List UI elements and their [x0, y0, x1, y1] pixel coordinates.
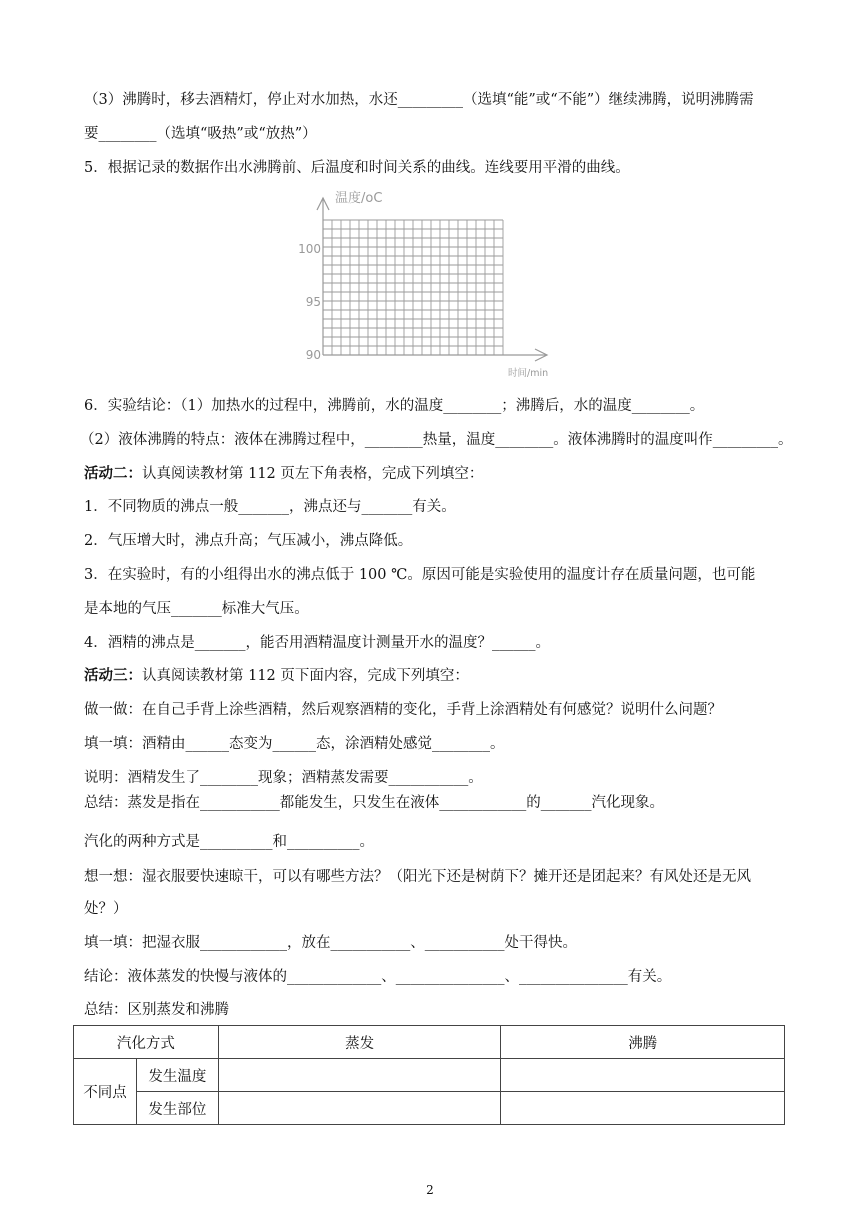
table-header-row — [74, 1026, 785, 1059]
fill-in-2: 填一填：把湿衣服____________，放在___________、___________处干得快。 — [84, 935, 577, 951]
group-differences: 不同点 — [74, 1059, 137, 1124]
activity2-item3-line2: 是本地的气压_______标准大气压。 — [84, 601, 309, 617]
row-label-cell — [74, 1059, 219, 1125]
boiling-features: （2）液体沸腾的特点：液体在沸腾过程中，________热量，温度________。液体沸腾时的温度叫作_________。 — [80, 432, 793, 448]
q3-line1: （3）沸腾时，移去酒精灯，停止对水加热，水还_________（选填“能”或“不能”）继续沸腾，说明沸腾需 — [84, 92, 754, 108]
think-line2: 处？） — [84, 901, 128, 917]
header-method: 汽化方式 — [74, 1026, 219, 1059]
conclusion: 结论：液体蒸发的快慢与液体的_____________、_______________、_______________有关。 — [84, 969, 672, 985]
y-axis-label: 温度/oC — [335, 191, 383, 206]
activity2-item4: 4．酒精的沸点是_______，能否用酒精温度计测量开水的温度？______。 — [84, 635, 550, 651]
header-boiling: 沸腾 — [501, 1026, 785, 1059]
row-temperature: 发生温度 — [137, 1059, 218, 1092]
row-label-subtable — [74, 1059, 218, 1124]
think-line1: 想一想：湿衣服要快速晾干，可以有哪些方法？（阳光下还是树荫下？摊开还是团起来？有风处还是无风 — [84, 869, 751, 885]
graph-svg — [290, 190, 570, 380]
item6-conclusion: 6．实验结论：（1）加热水的过程中，沸腾前，水的温度________；沸腾后，水的温度________。 — [84, 398, 705, 414]
row-location: 发生部位 — [148, 1101, 207, 1118]
activity2-text: 认真阅读教材第 112 页左下角表格，完成下列填空： — [142, 466, 484, 482]
boiling-location-cell[interactable] — [501, 1092, 785, 1125]
summary-evaporation: 总结：蒸发是指在___________都能发生，只发生在液体____________的_______汽化现象。 — [84, 795, 664, 811]
activity2-heading — [84, 464, 483, 484]
q3-line2: 要________（选填“吸热”或“放热”） — [84, 126, 317, 142]
page-number: 2 — [426, 1183, 434, 1197]
boiling-temperature-cell[interactable] — [501, 1059, 785, 1092]
x-axis-label: 时间/min — [508, 368, 549, 379]
fill-in-1: 填一填：酒精由______态变为______态，涂酒精处感觉________。 — [84, 736, 505, 752]
try-it: 做一做：在自己手背上涂些酒精，然后观察酒精的变化，手背上涂酒精处有何感觉？说明什么问题？ — [84, 702, 722, 718]
header-evaporation: 蒸发 — [218, 1026, 501, 1059]
evaporation-temperature-cell[interactable] — [218, 1059, 501, 1092]
summary-compare: 总结：区别蒸发和沸腾 — [84, 1002, 229, 1018]
y-tick-90: 90 — [305, 348, 321, 362]
activity3-text: 认真阅读教材第 112 页下面内容，完成下列填空： — [142, 668, 469, 684]
temperature-time-graph — [290, 190, 570, 380]
y-tick-100: 100 — [298, 242, 321, 256]
activity3-label: 活动三： — [84, 667, 142, 684]
activity2-item3-line1: 3．在实验时，有的小组得出水的沸点低于 100 ℃。原因可能是实验使用的温度计存在质量问题，也可能 — [84, 567, 756, 583]
activity3-heading — [84, 666, 469, 686]
activity2-label: 活动二： — [84, 465, 142, 482]
comparison-table — [73, 1025, 785, 1125]
evaporation-location-cell[interactable] — [218, 1092, 501, 1125]
activity2-item1: 1．不同物质的沸点一般_______，沸点还与_______有关。 — [84, 499, 456, 515]
vaporization-methods: 汽化的两种方式是__________和__________。 — [84, 834, 374, 850]
table-row — [74, 1059, 785, 1092]
item5: 5．根据记录的数据作出水沸腾前、后温度和时间关系的曲线。连线要用平滑的曲线。 — [84, 160, 630, 176]
y-tick-95: 95 — [305, 295, 321, 309]
activity2-item2: 2．气压增大时，沸点升高；气压减小，沸点降低。 — [84, 533, 413, 549]
explanation: 说明：酒精发生了________现象；酒精蒸发需要___________。 — [84, 770, 483, 786]
